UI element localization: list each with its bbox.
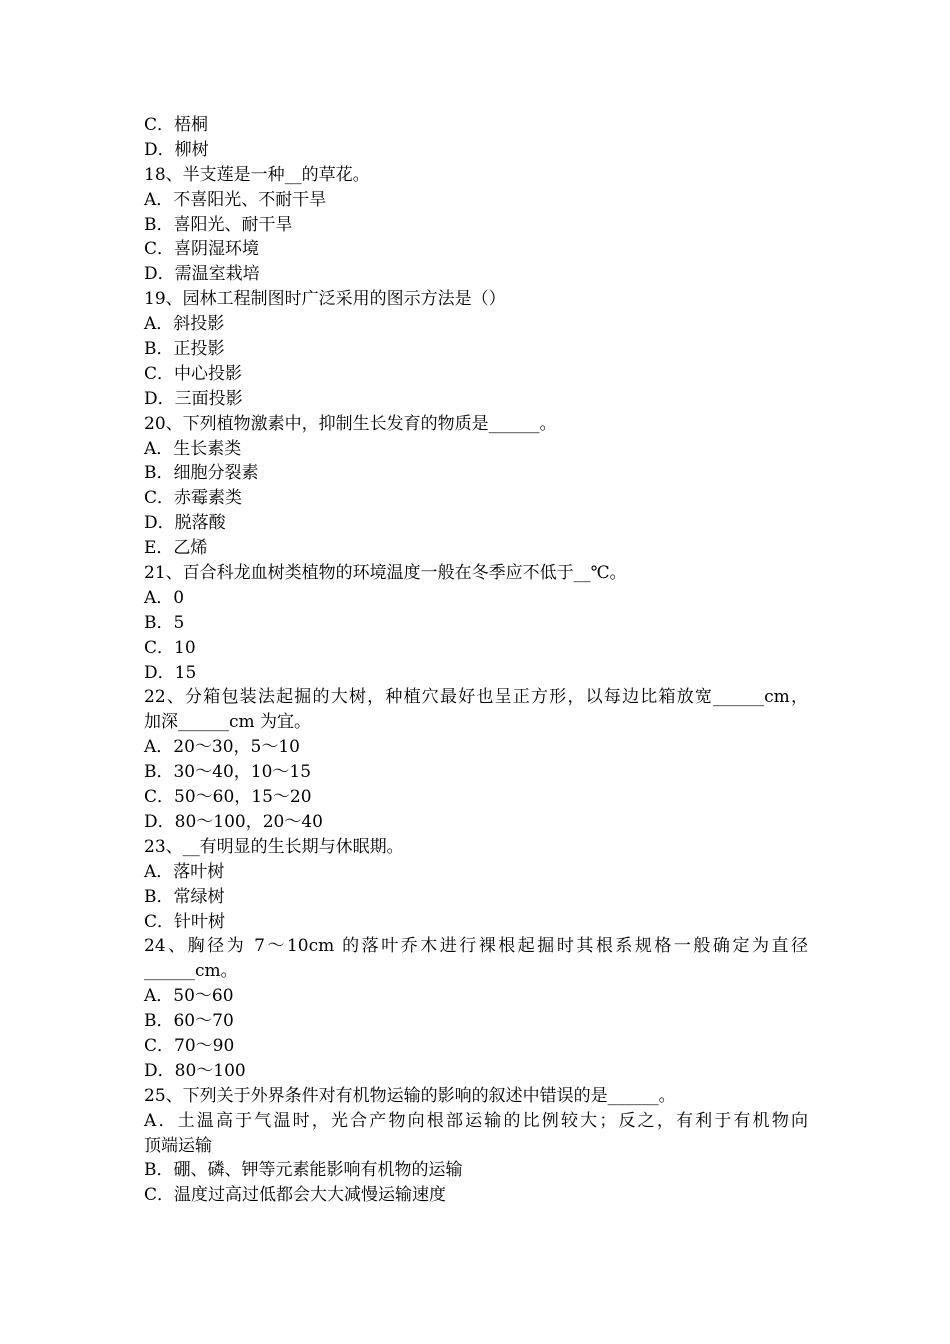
answer-option: A．0 xyxy=(144,587,185,608)
answer-option: D．脱落酸 xyxy=(144,513,226,534)
question-text: 21、百合科龙血树类植物的环境温度一般在冬季应不低于__℃。 xyxy=(144,563,627,584)
answer-option: B．5 xyxy=(144,612,185,633)
answer-option: A．落叶树 xyxy=(144,861,225,882)
answer-option: C．针叶树 xyxy=(144,911,226,932)
answer-option: B．细胞分裂素 xyxy=(144,463,259,484)
answer-option: B．60～70 xyxy=(144,1011,234,1032)
answer-option: B．硼、磷、钾等元素能影响有机物的运输 xyxy=(144,1160,463,1181)
answer-option: D．柳树 xyxy=(144,139,209,160)
answer-option: C．70～90 xyxy=(144,1035,235,1056)
answer-option: B．正投影 xyxy=(144,339,225,360)
question-text: ______cm。 xyxy=(144,961,238,982)
document-body xyxy=(144,113,808,1208)
question-text: 19、园林工程制图时广泛采用的图示方法是（） xyxy=(144,289,506,310)
answer-option: A．不喜阳光、不耐干旱 xyxy=(144,189,327,210)
answer-option: C．赤霉素类 xyxy=(144,488,243,509)
question-text: 加深______cm 为宜。 xyxy=(144,712,312,733)
question-text: 24、胸径为 7～10cm 的落叶乔木进行裸根起掘时其根系规格一般确定为直径 xyxy=(144,936,808,957)
answer-option: B．常绿树 xyxy=(144,886,225,907)
answer-option: D．需温室栽培 xyxy=(144,264,260,285)
answer-option: A．50～60 xyxy=(144,986,234,1007)
answer-option: A．斜投影 xyxy=(144,314,225,335)
answer-option: D．80～100，20～40 xyxy=(144,811,323,832)
answer-option: D．15 xyxy=(144,662,197,683)
answer-option: C．温度过高过低都会大大减慢运输速度 xyxy=(144,1185,447,1206)
answer-option: 顶端运输 xyxy=(144,1135,212,1156)
answer-option: C．梧桐 xyxy=(144,115,209,135)
answer-option: A．土温高于气温时，光合产物向根部运输的比例较大；反之，有利于有机物向 xyxy=(144,1110,808,1131)
question-text: 22、分箱包装法起掘的大树，种植穴最好也呈正方形，以每边比箱放宽______cm， xyxy=(144,687,808,708)
answer-option: E．乙烯 xyxy=(144,538,208,559)
answer-option: C．10 xyxy=(144,637,196,658)
question-text: 18、半支莲是一种__的草花。 xyxy=(144,164,370,185)
answer-option: D．三面投影 xyxy=(144,388,243,409)
answer-option: C．喜阴湿环境 xyxy=(144,239,260,260)
question-text: 20、下列植物激素中，抑制生长发育的物质是______。 xyxy=(144,413,557,434)
question-text: 25、下列关于外界条件对有机物运输的影响的叙述中错误的是______。 xyxy=(144,1085,676,1106)
answer-option: B．喜阳光、耐干旱 xyxy=(144,214,293,235)
answer-option: C．50～60，15～20 xyxy=(144,787,312,808)
answer-option: A．20～30，5～10 xyxy=(144,737,300,758)
question-text: 23、__有明显的生长期与休眠期。 xyxy=(144,836,404,857)
answer-option: D．80～100 xyxy=(144,1060,246,1081)
answer-option: A．生长素类 xyxy=(144,438,242,459)
answer-option: C．中心投影 xyxy=(144,363,243,384)
answer-option: B．30～40，10～15 xyxy=(144,762,312,783)
